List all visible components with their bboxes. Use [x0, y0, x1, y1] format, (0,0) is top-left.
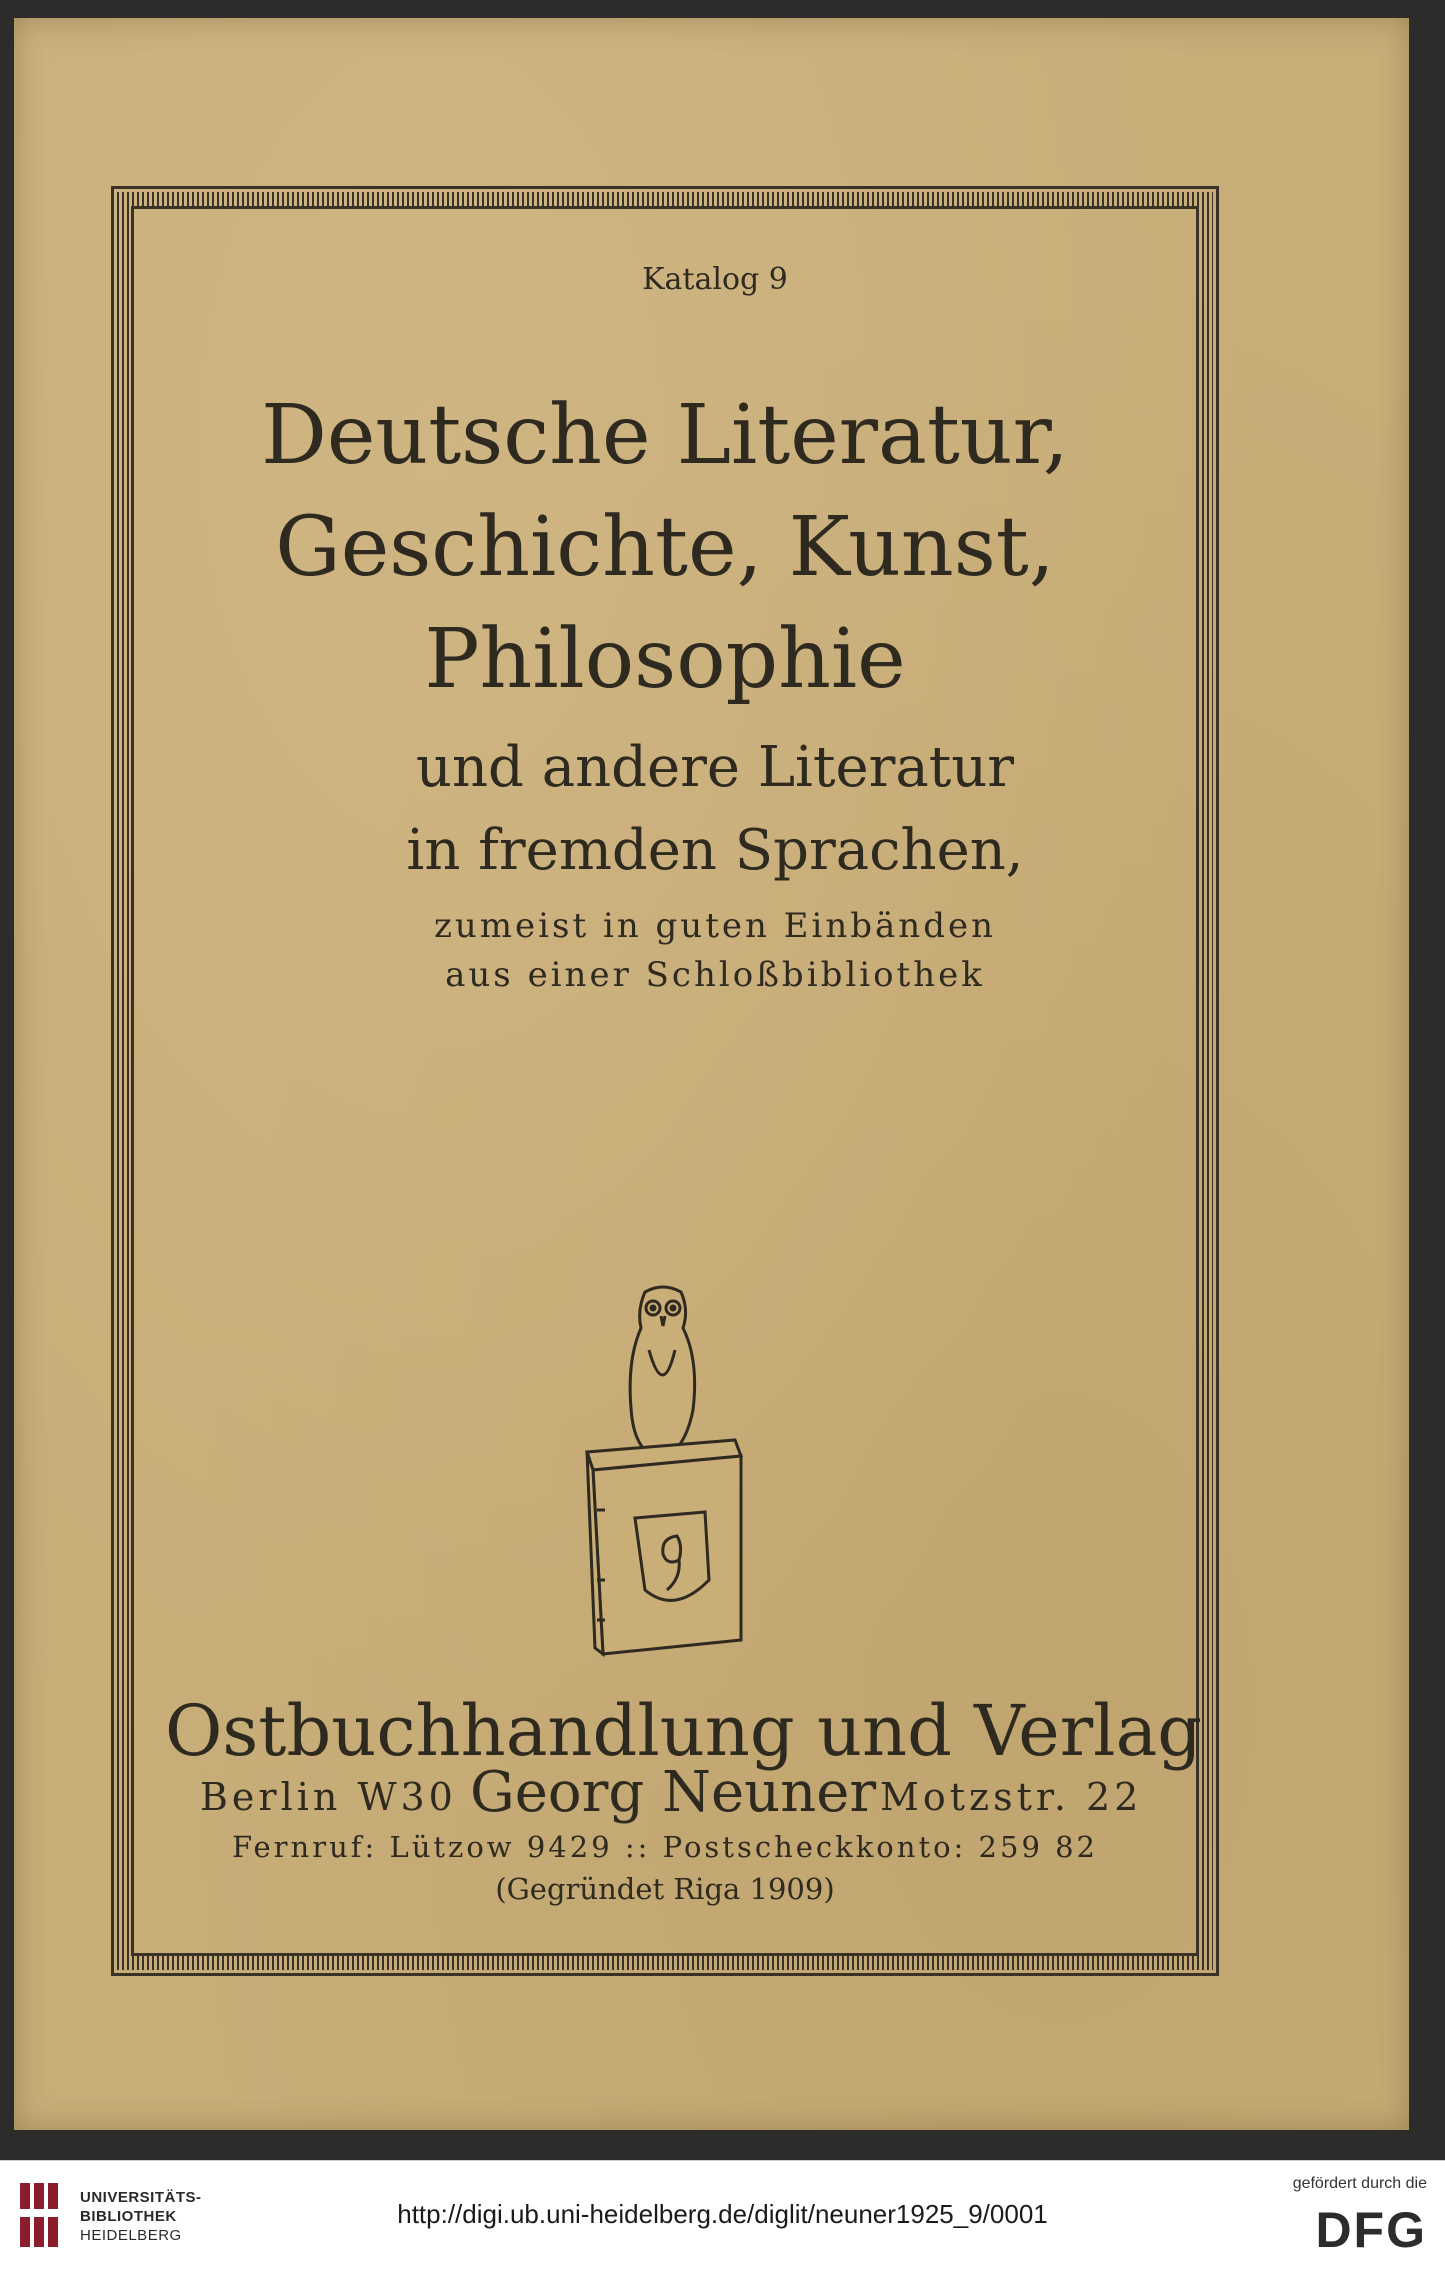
title-line-2: Geschichte, Kunst, — [275, 500, 1055, 595]
founded-note: (Gegründet Riga 1909) — [495, 1872, 835, 1906]
permalink-url[interactable]: http://digi.ub.uni-heidelberg.de/diglit/neuner1925_9/0001 — [397, 2199, 1048, 2229]
title-line-3: Philosophie — [424, 612, 906, 707]
dfg-logo: DFG — [1315, 2202, 1427, 2258]
tagline-line-1: zumeist in guten Einbänden — [433, 906, 996, 946]
funding-label: gefördert durch die — [1292, 2175, 1427, 2192]
contact-line: Fernruf: Lützow 9429 :: Postscheckkonto: 259 82 — [231, 1830, 1099, 1864]
catalog-number: Katalog 9 — [642, 262, 788, 297]
address-owner: Georg Neuner — [470, 1760, 877, 1825]
owl-on-book-icon — [575, 1280, 755, 1665]
tagline-line-2: aus einer Schloßbibliothek — [445, 955, 985, 995]
library-name-line-2: BIBLIOTHEK — [80, 2208, 177, 2225]
subtitle-line-1: und andere Literatur — [415, 735, 1015, 800]
title-line-1: Deutsche Literatur, — [261, 388, 1069, 483]
library-name-line-1: UNIVERSITÄTS- — [80, 2189, 202, 2206]
viewer-footer — [0, 2160, 1445, 2270]
publisher-name: Ostbuchhandlung und Verlag — [165, 1690, 1203, 1772]
address-city: Berlin W30 — [200, 1775, 457, 1819]
subtitle-line-2: in fremden Sprachen, — [406, 818, 1024, 883]
address-street: Motzstr. 22 — [880, 1775, 1143, 1819]
library-name-line-3: HEIDELBERG — [80, 2227, 182, 2244]
